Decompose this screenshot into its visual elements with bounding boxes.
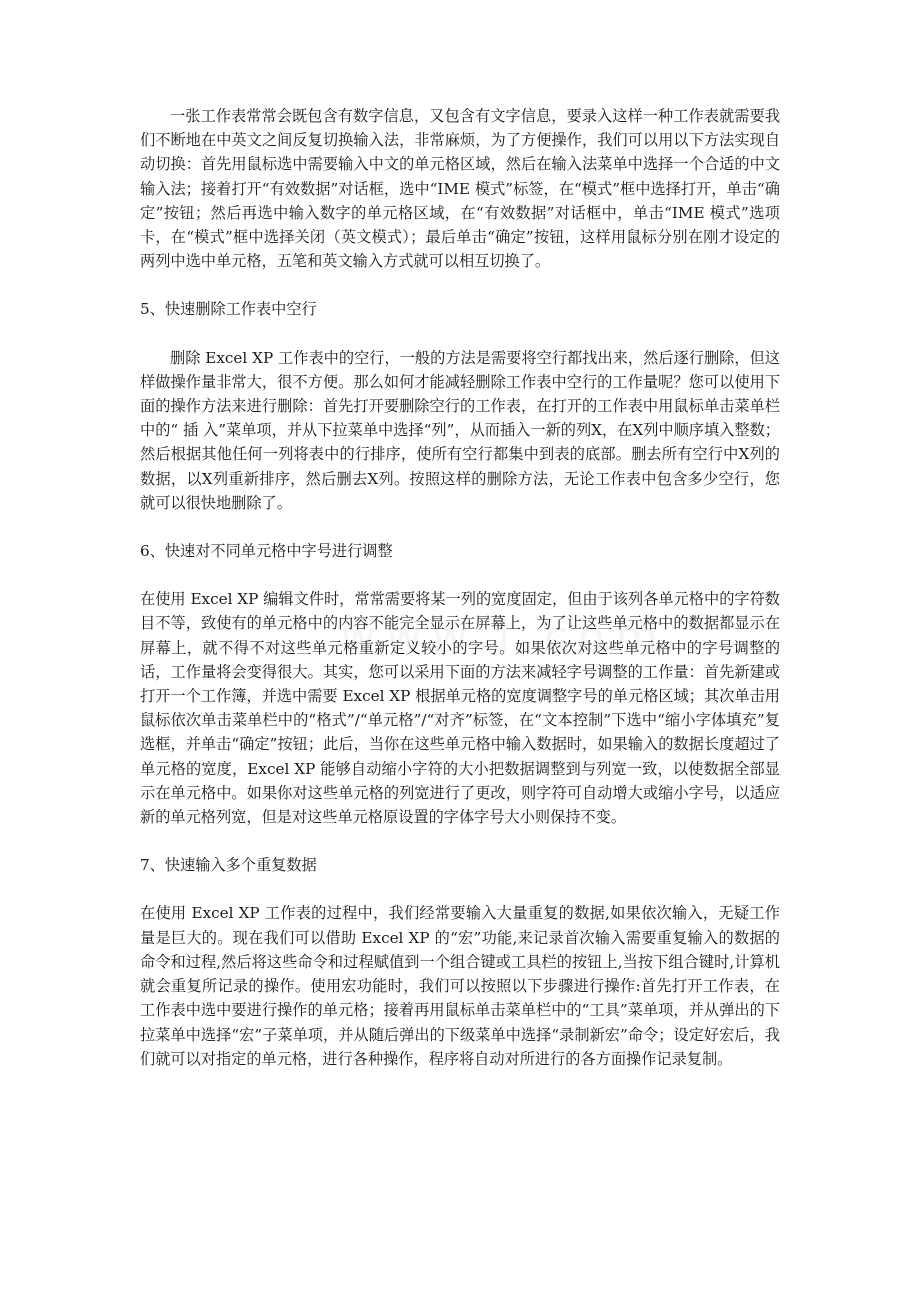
section-body-5: 删除 Excel XP 工作表中的空行，一般的方法是需要将空行都找出来，然后逐行删除，但这样做操作量非常大，很不方便。那么如何才能减轻删除工作表中空行的工作量呢？您可以使用下面的操作方法来进行删除：首先打开要删除空行的工作表，在打开的工作表中用鼠标单击菜单栏中的“ 插 入”菜单项，并从下拉菜单中选择“列”，从而插入一新的列X，在X列中顺序填入整数；然后根据其他任何一列将表中的行排序，使所有空行都集中到表的底部。删去所有空行中X列的数据，以X列重新排序，然后删去X列。按照这样的删除方法，无论工作表中包含多少空行，您就可以很快地删除了。 (140, 348, 780, 512)
document-page (140, 104, 780, 1095)
section-body-7: 在使用 Excel XP 工作表的过程中，我们经常要输入大量重复的数据,如果依次输入，无疑工作量是巨大的。现在我们可以借助 Excel XP 的“宏”功能,来记录首次输入需要重复输入的数据的命令和过程,然后将这些命令和过程赋值到一个组合键或工具栏的按钮上,当按下组合键时,计算机就会重复所记录的操作。使用宏功能时，我们可以按照以下步骤进行操作:首先打开工作表，在工作表中选中要进行操作的单元格；接着再用鼠标单击菜单栏中的“工具”菜单项，并从弹出的下拉菜单中选择“宏”子菜单项，并从随后弹出的下级菜单中选择“录制新宏”命令；设定好宏后，我们就可以对指定的单元格，进行各种操作，程序将自动对所进行的各方面操作记录复制。 (140, 904, 780, 1068)
section-body-6: 在使用 Excel XP 编辑文件时，常常需要将某一列的宽度固定，但由于该列各单元格中的字符数目不等，致使有的单元格中的内容不能完全显示在屏幕上，为了让这些单元格中的数据都显示在屏幕上，就不得不对这些单元格重新定义较小的字号。如果依次对这些单元格中的字号调整的话，工作量将会变得很大。其实，您可以采用下面的方法来减轻字号调整的工作量：首先新建或打开一个工作簿，并选中需要 Excel XP 根据单元格的宽度调整字号的单元格区域；其次单击用鼠标依次单击菜单栏中的“格式”/“单元格”/“对齐”标签，在“文本控制”下选中“缩小字体填充”复选框，并单击“确定”按钮；此后，当你在这些单元格中输入数据时，如果输入的数据长度超过了单元格的宽度，Excel XP 能够自动缩小字符的大小把数据调整到与列宽一致，以使数据全部显示在单元格中。如果你对这些单元格的列宽进行了更改，则字符可自动增大或缩小字号，以适应新的单元格列宽，但是对这些单元格原设置的字体字号大小则保持不变。 (140, 590, 780, 827)
intro-paragraph: 一张工作表常常会既包含有数字信息，又包含有文字信息，要录入这样一种工作表就需要我们不断地在中英文之间反复切换输入法，非常麻烦，为了方便操作，我们可以用以下方法实现自动切换：首先用鼠标选中需要输入中文的单元格区域，然后在输入法菜单中选择一个合适的中文输入法；接着打开“有效数据”对话框，选中“IME 模式”标签，在“模式”框中选择打开，单击“确定”按钮；然后再选中输入数字的单元格区域，在“有效数据”对话框中，单击“IME 模式”选项卡，在“模式”框中选择关闭（英文模式）；最后单击“确定”按钮，这样用鼠标分别在刚才设定的两列中选中单元格，五笔和英文输入方式就可以相互切换了。 (140, 107, 780, 271)
section-heading-7: 7、快速输入多个重复数据 (140, 856, 317, 875)
section-heading-5: 5、快速删除工作表中空行 (140, 300, 317, 319)
section-heading-6: 6、快速对不同单元格中字号进行调整 (140, 542, 393, 561)
